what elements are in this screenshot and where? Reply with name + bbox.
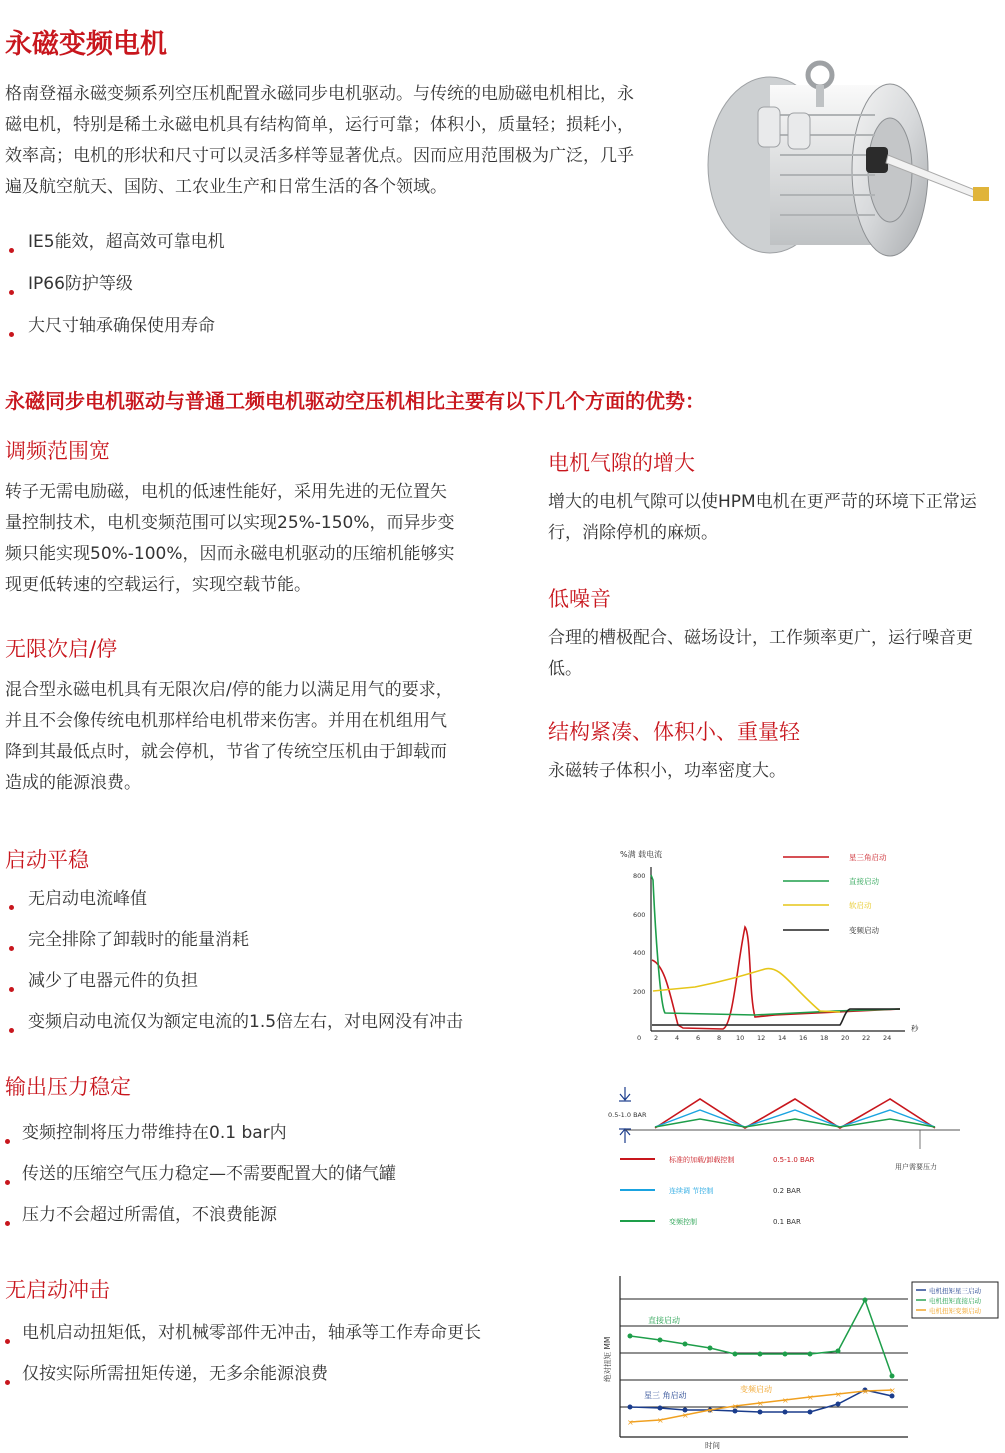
x-tick-label: 8 xyxy=(717,1034,722,1042)
legend-label: 电机扭矩直接启动 xyxy=(929,1297,981,1305)
unlimited-heading: 无限次启/停 xyxy=(5,637,118,661)
svg-text:×: × xyxy=(889,1386,896,1395)
x-tick-label: 14 xyxy=(778,1034,787,1042)
start-current-chart xyxy=(615,845,945,1045)
low-noise-heading: 低噪音 xyxy=(548,587,611,611)
compact-text: 永磁转子体积小，功率密度大。 xyxy=(548,761,786,781)
stable-pressure-item: 压力不会超过所需值，不浪费能源 xyxy=(0,1202,580,1243)
smooth-start-list xyxy=(0,886,580,1050)
pressure-band-chart xyxy=(605,1083,965,1233)
feature-item: 大尺寸轴承确保使用寿命 xyxy=(0,313,640,355)
x-tick-label: 22 xyxy=(862,1034,871,1042)
x-tick-label: 24 xyxy=(883,1034,892,1042)
no-impact-item: 仅按实际所需扭矩传递，无多余能源浪费 xyxy=(0,1361,580,1402)
x-tick-label: 20 xyxy=(841,1034,850,1042)
legend-value: 0.2 BAR xyxy=(773,1187,801,1195)
svg-text:×: × xyxy=(835,1390,842,1399)
legend-label: 变频启动 xyxy=(849,926,879,935)
series-direct-torque xyxy=(630,1300,892,1376)
svg-text:×: × xyxy=(732,1402,739,1411)
svg-text:×: × xyxy=(862,1387,869,1396)
x-tick-label: 16 xyxy=(799,1034,808,1042)
advantages-title: 永磁同步电机驱动与普通工频电机驱动空压机相比主要有以下几个方面的优势： xyxy=(5,389,705,413)
series-label-vfd: 变频启动 xyxy=(740,1385,772,1394)
svg-text:×: × xyxy=(657,1416,664,1425)
no-impact-item: 电机启动扭矩低，对机械零部件无冲击，轴承等工作寿命更长 xyxy=(0,1320,580,1361)
series-soft xyxy=(653,968,840,1012)
x-unit-label: 秒 xyxy=(911,1024,919,1033)
torque-chart xyxy=(590,1272,1000,1450)
x-tick-label: 4 xyxy=(675,1034,680,1042)
y-tick-label: 200 xyxy=(633,988,646,996)
svg-text:×: × xyxy=(757,1399,764,1408)
svg-text:×: × xyxy=(807,1393,814,1402)
series-load-unload xyxy=(655,1099,935,1128)
legend-label: 标准的加载/卸载控制 xyxy=(669,1156,735,1164)
smooth-start-item: 变频启动电流仅为额定电流的1.5倍左右，对电网没有冲击 xyxy=(0,1009,580,1050)
svg-text:×: × xyxy=(782,1396,789,1405)
legend-label: 连续调 节控制 xyxy=(669,1187,714,1195)
legend-label: 软启动 xyxy=(849,901,872,910)
stable-pressure-heading: 输出压力稳定 xyxy=(5,1075,131,1099)
air-gap-heading: 电机气隙的增大 xyxy=(548,451,695,475)
smooth-start-item: 减少了电器元件的负担 xyxy=(0,968,580,1009)
svg-text:×: × xyxy=(627,1418,634,1427)
svg-text:×: × xyxy=(682,1411,689,1420)
x-tick-label: 6 xyxy=(696,1034,701,1042)
low-noise-text: 合理的槽极配合、磁场设计，工作频率更广，运行噪音更低。 xyxy=(548,628,973,679)
air-gap-text: 增大的电机气隙可以使HPM电机在更严苛的环境下正常运行，消除停机的麻烦。 xyxy=(548,492,977,543)
legend-value: 0.5-1.0 BAR xyxy=(773,1156,815,1164)
no-impact-list xyxy=(0,1320,580,1402)
series-vfd-pressure xyxy=(655,1119,935,1127)
legend-value: 0.1 BAR xyxy=(773,1218,801,1226)
user-pressure-label: 用户需要压力 xyxy=(895,1163,937,1171)
intro-paragraph: 格南登福永磁变频系列空压机配置永磁同步电机驱动。与传统的电励磁电机相比，永磁电机，特别是稀土永磁电机具有结构简单，运行可靠；体积小，质量轻；损耗小，效率高；电机的形状和尺寸可以灵活多样等显著优点。因而应用范围极为广泛，几乎遍及航空航天、国防、工农业生产和日常生活的各个领域。 xyxy=(5,84,634,197)
torque-ylabel: 绝对扭矩 MM xyxy=(603,1336,612,1382)
torque-xlabel: 时间 xyxy=(705,1441,720,1450)
smooth-start-item: 无启动电流峰值 xyxy=(0,886,580,927)
band-label: 0.5-1.0 BAR xyxy=(608,1111,647,1119)
legend-label: 电机扭矩星三启动 xyxy=(929,1287,981,1295)
x-tick-label: 12 xyxy=(757,1034,766,1042)
series-label-star: 星三 角启动 xyxy=(644,1391,687,1400)
chart-ylabel: %满 载电流 xyxy=(620,850,663,859)
stable-pressure-item: 传送的压缩空气压力稳定—不需要配置大的储气罐 xyxy=(0,1161,580,1202)
wide-range-text: 转子无需电励磁，电机的低速性能好，采用先进的无位置矢量控制技术，电机变频范围可以实现25%-150%，而异步变频只能实现50%-100%，因而永磁电机驱动的压缩机能够实现更低转速的空载运行，实现空载节能。 xyxy=(5,482,455,595)
stable-pressure-item: 变频控制将压力带维持在0.1 bar内 xyxy=(0,1120,580,1161)
series-label-direct: 直接启动 xyxy=(648,1316,680,1325)
x-tick-label: 0 xyxy=(637,1034,642,1042)
legend-label: 电机扭矩变频启动 xyxy=(929,1307,981,1315)
y-tick-label: 800 xyxy=(633,872,646,880)
x-tick-label: 10 xyxy=(736,1034,745,1042)
x-tick-label: 2 xyxy=(654,1034,659,1042)
feature-list xyxy=(0,229,640,355)
stable-pressure-list xyxy=(0,1120,580,1243)
y-tick-label: 600 xyxy=(633,911,646,919)
no-impact-heading: 无启动冲击 xyxy=(5,1278,110,1302)
legend-label: 变频控制 xyxy=(669,1218,697,1226)
wide-range-heading: 调频范围宽 xyxy=(5,439,110,463)
motor-image xyxy=(690,55,1000,275)
unlimited-text: 混合型永磁电机具有无限次启/停的能力以满足用气的要求，并且不会像传统电机那样给电机带来伤害。并用在机组用气降到其最低点时，就会停机，节省了传统空压机由于卸载而造成的能源浪费。 xyxy=(5,680,453,793)
series-direct xyxy=(651,875,900,1015)
feature-item: IP66防护等级 xyxy=(0,271,640,313)
smooth-start-item: 完全排除了卸载时的能量消耗 xyxy=(0,927,580,968)
compact-heading: 结构紧凑、体积小、重量轻 xyxy=(548,720,800,744)
smooth-start-heading: 启动平稳 xyxy=(5,848,89,872)
feature-item: IE5能效，超高效可靠电机 xyxy=(0,229,640,271)
legend-label: 星三角启动 xyxy=(849,853,887,862)
svg-text:×: × xyxy=(707,1406,714,1415)
y-tick-label: 400 xyxy=(633,949,646,957)
page-title: 永磁变频电机 xyxy=(5,29,167,60)
x-tick-label: 18 xyxy=(820,1034,829,1042)
legend-label: 直接启动 xyxy=(849,877,879,886)
